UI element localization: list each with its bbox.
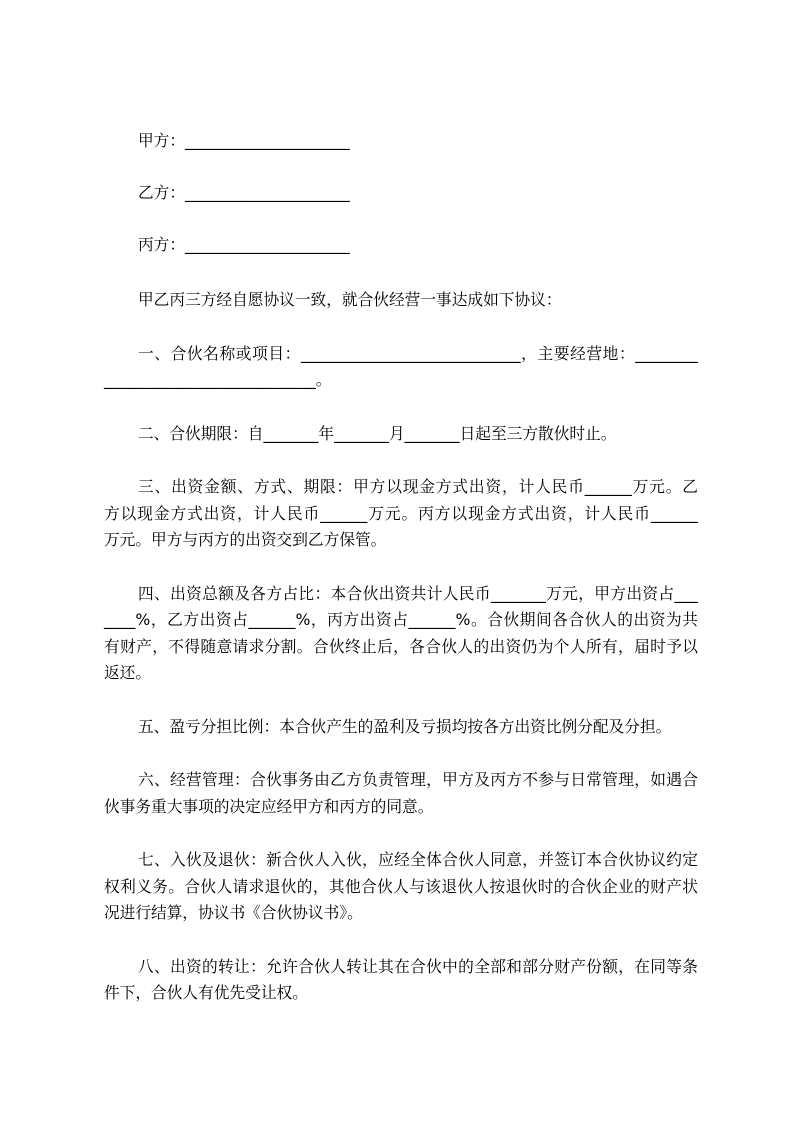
clause-2-paragraph [104,421,698,448]
clause-4-line: 返还。 [104,663,152,682]
party-a-line [104,128,698,155]
clause-5-line: 五、盈亏分担比例：本合伙产生的盈利及亏损均按各方出资比例分配及分担。 [138,716,672,736]
clause-6-line: 伙事务重大事项的决定应经甲方和丙方的同意。 [104,796,434,816]
party-c-text: 丙方：_____________________ [138,235,350,254]
clause-4-paragraph [104,581,698,687]
intro-text: 甲乙丙三方经自愿协议一致，就合伙经营一事达成如下协议： [138,290,562,309]
party-b-line [104,180,698,207]
party-b-text: 乙方：_____________________ [138,183,350,202]
clause-4-line: 四、出资总额及各方占比：本合伙出资共计人民币_______万元，甲方出资占___ [138,583,698,603]
clause-3-line: 方以现金方式出资，计人民币______万元。丙方以现金方式出资，计人民币______ [104,503,698,523]
clause-1-paragraph [104,341,698,394]
clause-7-line: 况进行结算，协议书《合伙协议书》。 [104,903,363,922]
clause-6-paragraph [104,767,698,820]
clause-4-line: 有财产，不得随意请求分割。合伙终止后，各合伙人的出资仍为个人所有，届时予以 [104,636,698,656]
clause-3-paragraph [104,474,698,554]
clause-2-line: 二、合伙期限：自_______年_______月_______日起至三方散伙时止。 [138,423,617,443]
clause-7-paragraph [104,847,698,927]
clause-5-paragraph [104,714,698,741]
clause-8-paragraph [104,954,698,1007]
clause-4-line: ____%，乙方出资占______%，丙方出资占______%。合伙期间各合伙人的出资为共 [104,610,698,629]
clause-8-line: 八、出资的转让：允许合伙人转让其在合伙中的全部和部分财产份额，在同等条 [138,956,698,976]
clause-1-line: ___________________________。 [104,370,332,389]
clause-7-line: 权利义务。合伙人请求退伙的，其他合伙人与该退伙人按退伙时的合伙企业的财产状 [104,876,698,896]
party-a-text: 甲方：_____________________ [138,131,350,150]
clause-6-line: 六、经营管理：合伙事务由乙方负责管理，甲方及丙方不参与日常管理，如遇合 [138,770,698,789]
intro-paragraph [104,287,698,314]
clause-3-line: 三、出资金额、方式、期限：甲方以现金方式出资，计人民币______万元。乙 [138,477,698,496]
clause-8-line: 件下，合伙人有优先受让权。 [104,983,308,1002]
clause-1-line: 一、合伙名称或项目：____________________________，主要经营地：________ [138,343,698,363]
clause-3-line: 万元。甲方与丙方的出资交到乙方保管。 [104,530,387,549]
clause-7-line: 七、入伙及退伙：新合伙人入伙，应经全体合伙人同意，并签订本合伙协议约定 [138,850,698,869]
party-c-line [104,232,698,259]
